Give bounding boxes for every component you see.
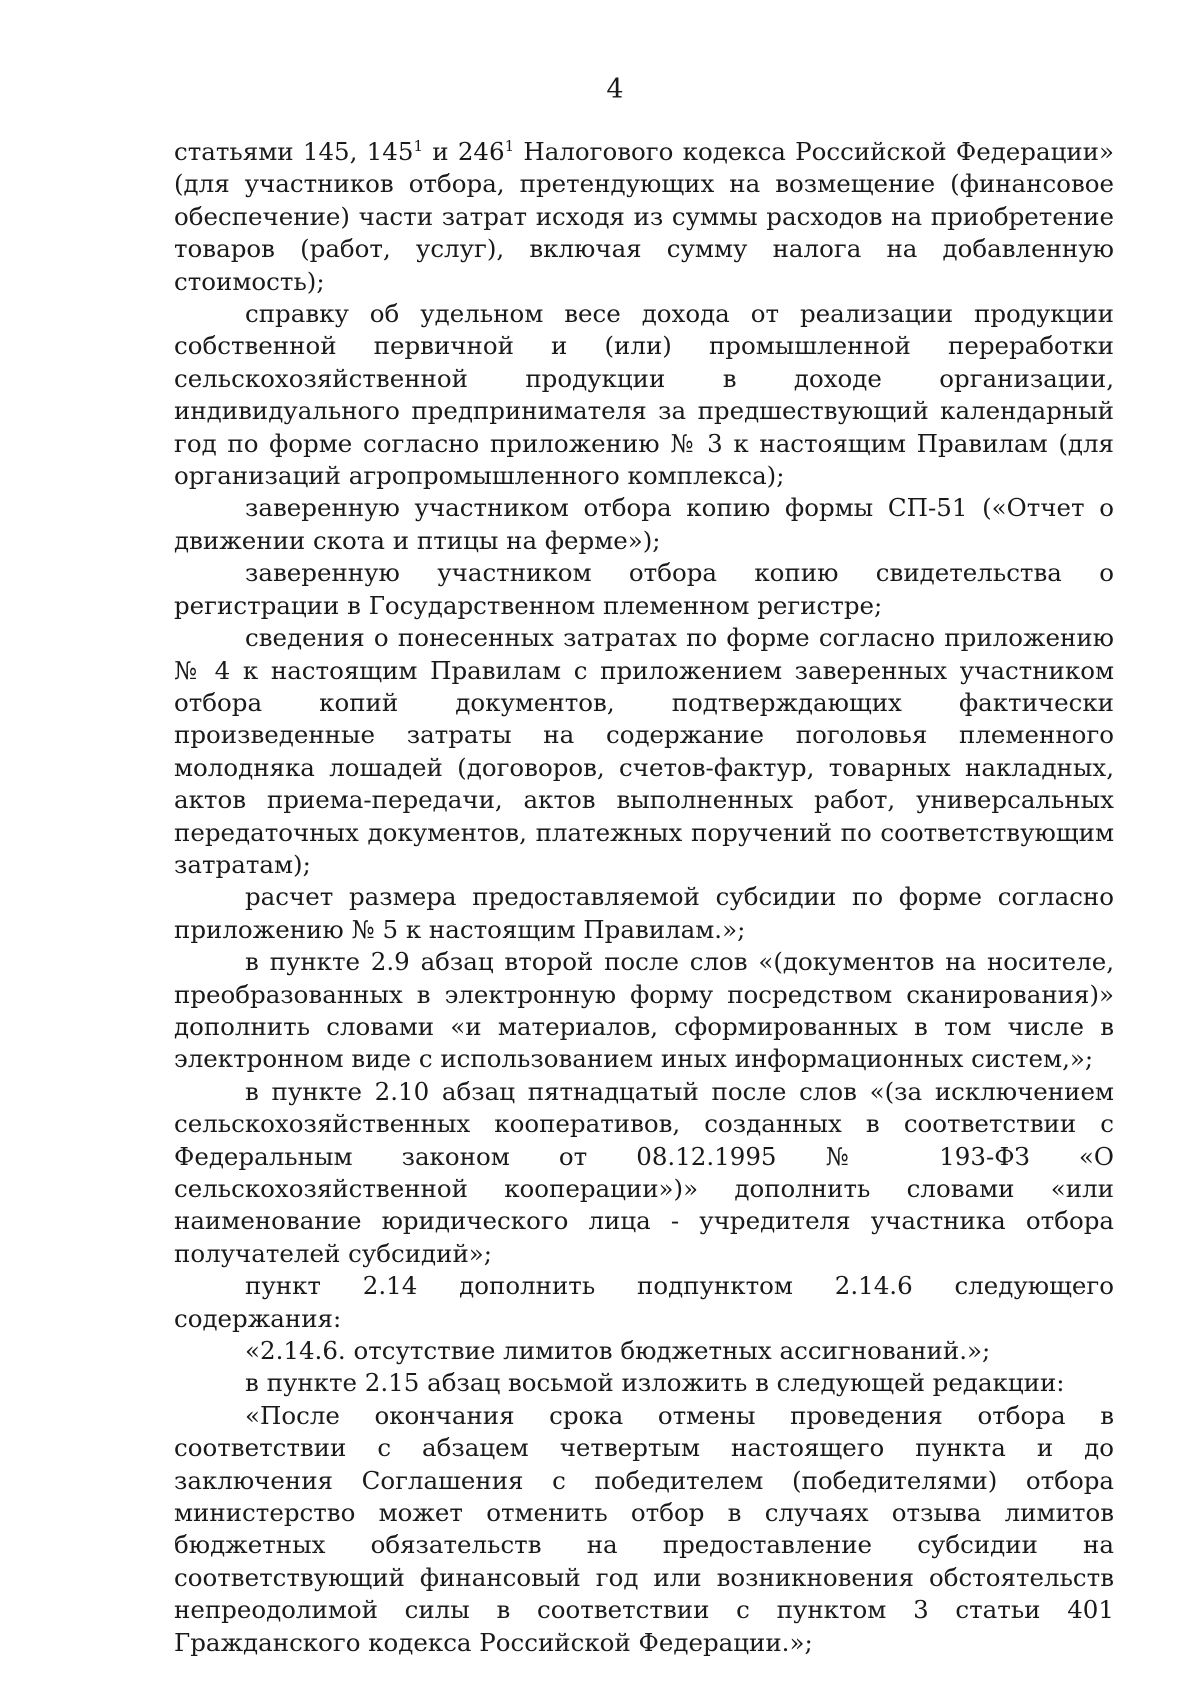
paragraph-sp51-copy: заверенную участником отбора копию формы СП-51 («Отчет о движении скота и птицы на ферме»); (174, 493, 1114, 555)
paragraph-income-share-certificate: справку об удельном весе дохода от реализации продукции собственной первичной и (или) промышленной переработки сельскохозяйственной продукции в доходе организации, индивидуального предпринимателя за предшествующий календарный год по форме согласно приложению № 3 к настоящим Правилам (для организаций агропромышленного комплекса); (174, 299, 1114, 491)
paragraph-clause-2-10: в пункте 2.10 абзац пятнадцатый после слов «(за исключением сельскохозяйственных кооперативов, созданных в соответствии с Федеральным законом от 08.12.1995 № 193-ФЗ «О сельскохозяйственной кооперации»)» дополнить словами «или наименование юридического лица - учредителя участника отбора получателей субсидий»; (174, 1076, 1114, 1268)
paragraph-text: Налогового кодекса Российской Федерации» (для участников отбора, претендующих на возмещение (финансовое обеспечение) части затрат исходя из суммы расходов на приобретение товаров (работ, услуг), включая сумму налога на добавленную стоимость); (174, 137, 1114, 296)
paragraph-tax-code-reference (174, 136, 1114, 298)
paragraph-registry-certificate: заверенную участником отбора копию свидетельства о регистрации в Государственном племенном регистре; (174, 558, 1114, 620)
paragraph-costs-information: сведения о понесенных затратах по форме согласно приложению № 4 к настоящим Правилам с приложением заверенных участником отбора копий документов, подтверждающих фактически произведенные затраты на содержание поголовья племенного молодняка лошадей (договоров, счетов-фактур, товарных накладных, актов приема-передачи, актов выполненных работ, универсальных передаточных документов, платежных поручений по соответствующим затратам); (174, 623, 1114, 879)
superscript: 1 (504, 137, 515, 155)
paragraph-text: и 246 (422, 137, 505, 166)
paragraph-clause-2-15: в пункте 2.15 абзац восьмой изложить в следующей редакции: (245, 1368, 1065, 1398)
paragraph-text: статьями 145, 145 (174, 137, 414, 166)
paragraph-clause-2-15-text: «После окончания срока отмены проведения отбора в соответствии с абзацем четвертым настоящего пункта и до заключения Соглашения с победителем (победителями) отбора министерство может отменить отбор в случаях отзыва лимитов бюджетных обязательств на предоставление субсидии на соответствующий финансовый год или возникновения обстоятельств непреодолимой силы в соответствии с пунктом 3 статьи 401 Гражданского кодекса Российской Федерации.»; (174, 1400, 1114, 1657)
paragraph-subsidy-calculation: расчет размера предоставляемой субсидии по форме согласно приложению № 5 к настоящим Правилам.»; (174, 882, 1114, 944)
superscript: 1 (413, 137, 423, 155)
document-body (174, 136, 1114, 1659)
page-number: 4 (606, 74, 624, 105)
paragraph-clause-2-9: в пункте 2.9 абзац второй после слов «(документов на носителе, преобразованных в электронную форму посредством сканирования)» дополнить словами «и материалов, сформированных в том числе в электронном виде с использованием иных информационных систем,»; (174, 947, 1114, 1074)
paragraph-clause-2-14: пункт 2.14 дополнить подпунктом 2.14.6 следующего содержания: (174, 1271, 1114, 1333)
paragraph-subclause-2-14-6: «2.14.6. отсутствие лимитов бюджетных ассигнований.»; (245, 1336, 991, 1366)
